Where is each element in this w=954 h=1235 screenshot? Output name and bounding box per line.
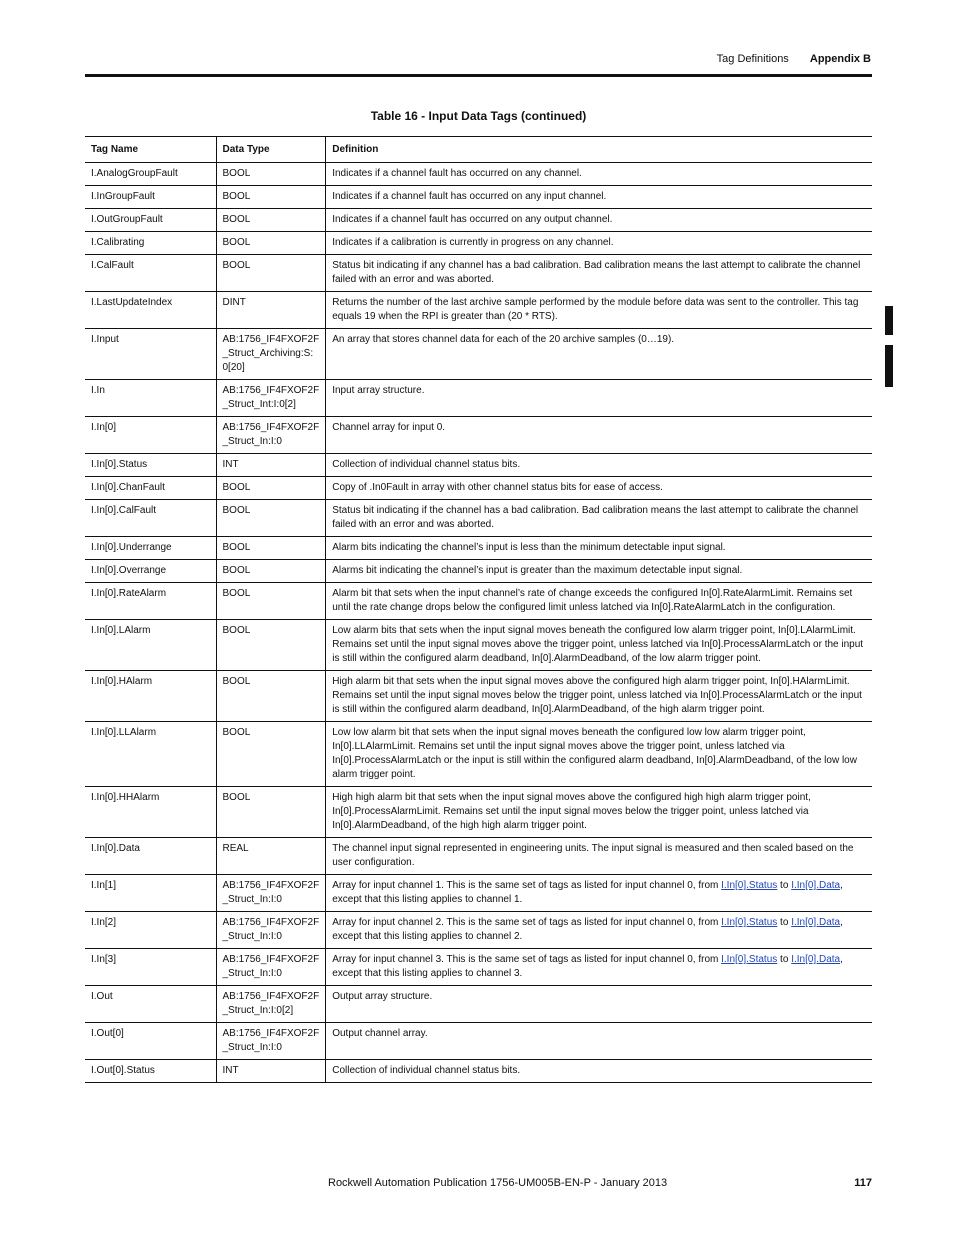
definition-cell: Output channel array. — [326, 1023, 872, 1060]
definition-text: Array for input channel 1. This is the same set of tags as listed for input channel 0, from — [332, 880, 722, 891]
tag-name-cell: I.LastUpdateIndex — [85, 292, 216, 329]
definition-text: Array for input channel 3. This is the same set of tags as listed for input channel 0, from — [332, 954, 722, 965]
definition-cell — [326, 912, 872, 949]
tag-name-cell: I.In[0].Data — [85, 838, 216, 875]
definition-cell: Alarm bits indicating the channel’s input is less than the minimum detectable input signal. — [326, 537, 872, 560]
definition-cell — [326, 875, 872, 912]
tag-name-cell: I.In[0].CalFault — [85, 500, 216, 537]
status-tag-link[interactable]: I.In[0].Status — [721, 917, 778, 928]
tag-name-cell: I.In[1] — [85, 875, 216, 912]
tag-name-cell: I.In[2] — [85, 912, 216, 949]
definition-text: to — [777, 880, 792, 891]
definition-cell: Output array structure. — [326, 986, 872, 1023]
tag-name-cell: I.AnalogGroupFault — [85, 163, 216, 186]
definition-cell: Input array structure. — [326, 380, 872, 417]
definition-cell: Indicates if a calibration is currently in progress on any channel. — [326, 232, 872, 255]
column-header-definition: Definition — [326, 137, 872, 163]
data-type-cell: BOOL — [216, 671, 326, 722]
definition-cell — [326, 949, 872, 986]
table-row — [85, 787, 872, 838]
data-type-cell: BOOL — [216, 620, 326, 671]
definition-cell: Channel array for input 0. — [326, 417, 872, 454]
definition-cell: Copy of .In0Fault in array with other channel status bits for ease of access. — [326, 477, 872, 500]
data-tag-link[interactable]: I.In[0].Data — [791, 954, 841, 965]
status-tag-link[interactable]: I.In[0].Status — [721, 880, 778, 891]
table-row — [85, 163, 872, 186]
data-type-cell: INT — [216, 1060, 326, 1083]
data-type-cell: BOOL — [216, 209, 326, 232]
page-number: 117 — [854, 1177, 872, 1189]
data-type-cell: AB:1756_IF4FXOF2F _Struct_In:I:0 — [216, 1023, 326, 1060]
tag-name-cell: I.Input — [85, 329, 216, 380]
tag-name-cell: I.In[0] — [85, 417, 216, 454]
tag-name-cell: I.OutGroupFault — [85, 209, 216, 232]
definition-text: Array for input channel 2. This is the same set of tags as listed for input channel 0, from — [332, 917, 722, 928]
tag-name-cell: I.In[0].ChanFault — [85, 477, 216, 500]
definition-cell: An array that stores channel data for each of the 20 archive samples (0…19). — [326, 329, 872, 380]
table-row — [85, 875, 872, 912]
tag-name-cell: I.In[0].HAlarm — [85, 671, 216, 722]
table-row — [85, 1060, 872, 1083]
data-type-cell: BOOL — [216, 232, 326, 255]
definition-text: , except that this listing applies to channel 2. — [332, 917, 843, 942]
table-row — [85, 417, 872, 454]
data-type-cell: BOOL — [216, 722, 326, 787]
definition-cell: Low alarm bits that sets when the input signal moves beneath the configured low alarm trigger point, In[0].LAlarmLimit. Remains set until the input signal moves above the trigger point, unless latched via In[0].ProcessAlarmLatch or the input is still within the configured alarm deadband, In[0].AlarmDeadband, of the low alarm trigger point. — [326, 620, 872, 671]
table-row — [85, 722, 872, 787]
data-tag-link[interactable]: I.In[0].Data — [791, 880, 841, 891]
table-row — [85, 209, 872, 232]
definition-cell: Collection of individual channel status bits. — [326, 1060, 872, 1083]
appendix-label: Appendix B — [809, 53, 871, 65]
tag-name-cell: I.Calibrating — [85, 232, 216, 255]
definition-text: to — [777, 954, 792, 965]
table-row — [85, 671, 872, 722]
table-row — [85, 838, 872, 875]
table-row — [85, 329, 872, 380]
data-type-cell: BOOL — [216, 163, 326, 186]
table-row — [85, 560, 872, 583]
definition-cell: Status bit indicating if any channel has a bad calibration. Bad calibration means the last attempt to calibrate the channel failed with an error and was aborted. — [326, 255, 872, 292]
table-row — [85, 255, 872, 292]
tag-name-cell: I.In — [85, 380, 216, 417]
definition-cell: Indicates if a channel fault has occurred on any channel. — [326, 163, 872, 186]
tag-name-cell: I.CalFault — [85, 255, 216, 292]
tag-name-cell: I.In[0].Status — [85, 454, 216, 477]
definition-cell: Returns the number of the last archive sample performed by the module before data was sent to the controller. This tag equals 19 when the RPI is greater than (20 * RTS). — [326, 292, 872, 329]
data-type-cell: BOOL — [216, 255, 326, 292]
data-type-cell: BOOL — [216, 787, 326, 838]
data-type-cell: BOOL — [216, 477, 326, 500]
data-type-cell: BOOL — [216, 583, 326, 620]
data-type-cell: REAL — [216, 838, 326, 875]
running-header — [717, 53, 871, 65]
definition-cell: The channel input signal represented in engineering units. The input signal is measured and then scaled based on the user configuration. — [326, 838, 872, 875]
definition-cell: Indicates if a channel fault has occurred on any output channel. — [326, 209, 872, 232]
header-rule — [85, 74, 872, 77]
table-row — [85, 583, 872, 620]
data-type-cell: BOOL — [216, 537, 326, 560]
data-type-cell: BOOL — [216, 500, 326, 537]
table-row — [85, 232, 872, 255]
table-header-row — [85, 137, 872, 163]
data-type-cell: BOOL — [216, 560, 326, 583]
tag-name-cell: I.In[0].LLAlarm — [85, 722, 216, 787]
definition-cell: Low low alarm bit that sets when the input signal moves beneath the configured low low alarm trigger point, In[0].LLAlarmLimit. Remains set until the input signal moves above the trigger point, unless latched via In[0].ProcessAlarmLatch or the input is still within the configured alarm deadband, In[0].AlarmDeadband, of the low low alarm trigger point. — [326, 722, 872, 787]
tag-name-cell: I.In[0].Overrange — [85, 560, 216, 583]
data-type-cell: AB:1756_IF4FXOF2F _Struct_In:I:0 — [216, 875, 326, 912]
definition-text: , except that this listing applies to channel 3. — [332, 954, 843, 979]
tag-name-cell: I.In[0].RateAlarm — [85, 583, 216, 620]
table-row — [85, 477, 872, 500]
section-tab-marker — [885, 306, 893, 335]
publication-info: Rockwell Automation Publication 1756-UM005B-EN-P - January 2013 — [328, 1177, 668, 1189]
definition-cell: Alarms bit indicating the channel’s input is greater than the maximum detectable input signal. — [326, 560, 872, 583]
tag-name-cell: I.In[0].LAlarm — [85, 620, 216, 671]
tag-name-cell: I.Out[0] — [85, 1023, 216, 1060]
definition-cell: High alarm bit that sets when the input signal moves above the configured high alarm trigger point, In[0].HAlarmLimit. Remains set until the input signal moves below the trigger point, unless latched via In[0].ProcessAlarmLatch or the input is still within the configured alarm deadband, In[0].AlarmDeadband, of the high alarm trigger point. — [326, 671, 872, 722]
column-header-data-type: Data Type — [216, 137, 326, 163]
table-row — [85, 620, 872, 671]
table-row — [85, 1023, 872, 1060]
table-row — [85, 500, 872, 537]
data-tag-link[interactable]: I.In[0].Data — [791, 917, 841, 928]
table-row — [85, 380, 872, 417]
data-type-cell: BOOL — [216, 186, 326, 209]
table-row — [85, 949, 872, 986]
definition-cell: Status bit indicating if the channel has a bad calibration. Bad calibration means the last attempt to calibrate the channel failed with an error and was aborted. — [326, 500, 872, 537]
table-row — [85, 537, 872, 560]
tag-name-cell: I.InGroupFault — [85, 186, 216, 209]
tag-name-cell: I.In[0].Underrange — [85, 537, 216, 560]
data-type-cell: INT — [216, 454, 326, 477]
column-header-tag-name: Tag Name — [85, 137, 216, 163]
table-row — [85, 986, 872, 1023]
tag-name-cell: I.Out — [85, 986, 216, 1023]
data-type-cell: AB:1756_IF4FXOF2F _Struct_Archiving:S: 0[20] — [216, 329, 326, 380]
definition-cell: Collection of individual channel status bits. — [326, 454, 872, 477]
data-type-cell: AB:1756_IF4FXOF2F _Struct_Int:I:0[2] — [216, 380, 326, 417]
input-data-tags-table — [85, 136, 872, 1083]
table-row — [85, 454, 872, 477]
data-type-cell: AB:1756_IF4FXOF2F _Struct_In:I:0 — [216, 912, 326, 949]
table-title: Table 16 - Input Data Tags (continued) — [370, 109, 587, 123]
section-title: Tag Definitions — [716, 53, 789, 65]
definition-text: to — [777, 917, 792, 928]
tag-name-cell: I.In[3] — [85, 949, 216, 986]
tag-name-cell: I.Out[0].Status — [85, 1060, 216, 1083]
definition-cell: High high alarm bit that sets when the input signal moves above the configured high high alarm trigger point, In[0].ProcessAlarmLimit. Remains set until the input signal moves below the trigger point, unless latched via In[0].AlarmDeadband, of the high high alarm trigger point. — [326, 787, 872, 838]
data-type-cell: DINT — [216, 292, 326, 329]
definition-text: , except that this listing applies to channel 1. — [332, 880, 843, 905]
table-row — [85, 912, 872, 949]
definition-cell: Alarm bit that sets when the input channel’s rate of change exceeds the configured In[0].RateAlarmLimit. Remains set until the rate change drops below the configured limit unless latched via In[0].RateAlarmLatch in the configuration. — [326, 583, 872, 620]
section-tab-marker — [885, 345, 893, 387]
definition-cell: Indicates if a channel fault has occurred on any input channel. — [326, 186, 872, 209]
data-type-cell: AB:1756_IF4FXOF2F _Struct_In:I:0 — [216, 949, 326, 986]
data-type-cell: AB:1756_IF4FXOF2F _Struct_In:I:0[2] — [216, 986, 326, 1023]
tag-name-cell: I.In[0].HHAlarm — [85, 787, 216, 838]
status-tag-link[interactable]: I.In[0].Status — [721, 954, 778, 965]
table-row — [85, 292, 872, 329]
data-type-cell: AB:1756_IF4FXOF2F _Struct_In:I:0 — [216, 417, 326, 454]
table-row — [85, 186, 872, 209]
